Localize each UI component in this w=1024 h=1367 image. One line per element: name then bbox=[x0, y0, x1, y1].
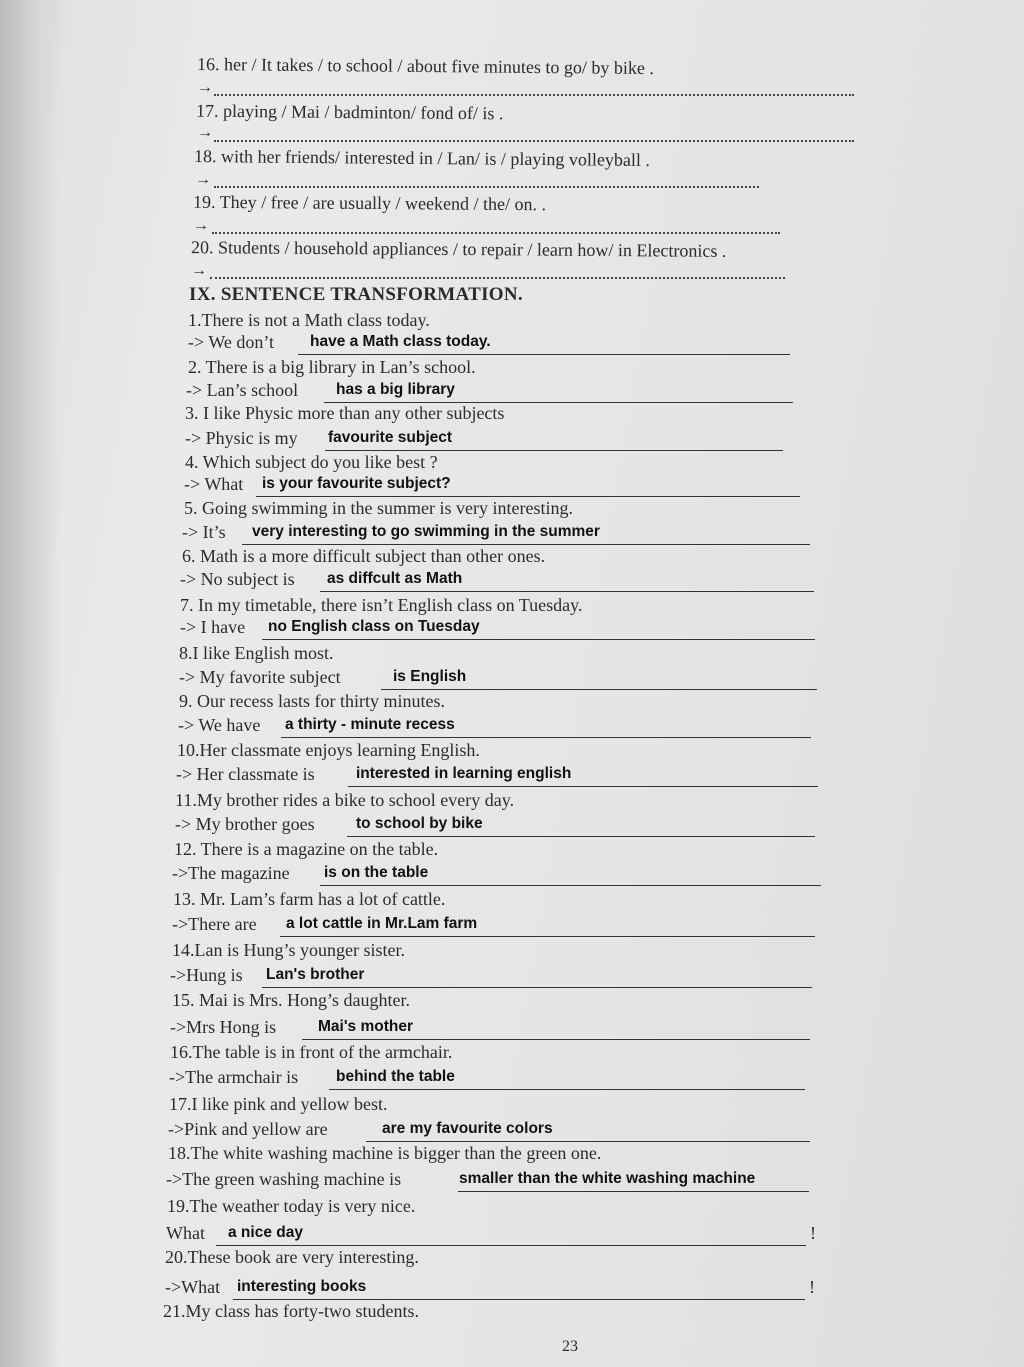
item-11-answer-row bbox=[175, 813, 815, 837]
item-5-answer: very interesting to go swimming in the summer bbox=[252, 523, 600, 540]
item-4-answer: is your favourite subject? bbox=[262, 475, 451, 492]
item-10-prompt: -> Her classmate is bbox=[176, 764, 315, 784]
item-2-answer: has a big library bbox=[336, 381, 455, 398]
item-19-exclamation: ! bbox=[810, 1223, 816, 1243]
item-8-answer-row bbox=[179, 666, 817, 690]
item-8-answer-line[interactable] bbox=[381, 689, 817, 690]
item-13-answer: a lot cattle in Mr.Lam farm bbox=[286, 915, 478, 932]
item-3-question: 3. I like Physic more than any other subjects bbox=[185, 403, 505, 423]
item-10-answer-line[interactable] bbox=[348, 786, 818, 787]
item-7-prompt: -> I have bbox=[180, 617, 246, 637]
reorder-17-answer-line[interactable] bbox=[214, 140, 854, 142]
item-14-question: 14.Lan is Hung’s younger sister. bbox=[172, 940, 405, 960]
item-1-answer-line[interactable] bbox=[298, 354, 790, 355]
item-18-answer-row bbox=[166, 1168, 809, 1192]
arrow-icon: → bbox=[193, 217, 209, 234]
item-15-answer: Mai's mother bbox=[318, 1018, 413, 1035]
item-18-answer: smaller than the white washing machine bbox=[459, 1170, 756, 1187]
item-18-prompt: ->The green washing machine is bbox=[166, 1169, 402, 1189]
arrow-icon: → bbox=[191, 262, 207, 279]
item-10-answer: interested in learning english bbox=[356, 765, 572, 782]
item-6-answer: as diffcult as Math bbox=[327, 570, 463, 587]
item-5-answer-row bbox=[182, 521, 810, 545]
item-3-answer-row bbox=[185, 427, 783, 451]
item-1-question: 1.There is not a Math class today. bbox=[188, 310, 430, 330]
item-9-prompt: -> We have bbox=[178, 715, 261, 735]
item-7-question: 7. In my timetable, there isn’t English class on Tuesday. bbox=[180, 595, 583, 615]
arrow-icon: → bbox=[197, 124, 213, 141]
reorder-16-answer-line[interactable] bbox=[214, 94, 854, 96]
reorder-19-text: 19. They / free / are usually / weekend / the/ on. . bbox=[192, 191, 547, 215]
item-1-answer-row bbox=[188, 331, 790, 355]
item-16-answer: behind the table bbox=[336, 1068, 455, 1085]
item-18-question: 18.The white washing machine is bigger than the green one. bbox=[168, 1143, 602, 1163]
reorder-17-text: 17. playing / Mai / badminton/ fond of/ is . bbox=[195, 100, 504, 124]
item-16-prompt: ->The armchair is bbox=[169, 1067, 299, 1087]
item-15-prompt: ->Mrs Hong is bbox=[170, 1017, 277, 1037]
reorder-20-text: 20. Students / household appliances / to repair / learn how/ in Electronics . bbox=[190, 237, 727, 261]
item-19-prompt: What bbox=[166, 1223, 205, 1243]
item-21-question: 21.My class has forty-two students. bbox=[163, 1301, 419, 1321]
item-20-exclamation: ! bbox=[809, 1277, 815, 1297]
item-8-question: 8.I like English most. bbox=[179, 643, 334, 663]
item-14-answer-row bbox=[170, 964, 812, 988]
item-19-question: 19.The weather today is very nice. bbox=[167, 1196, 416, 1216]
item-13-answer-line[interactable] bbox=[280, 936, 815, 937]
item-1-prompt: -> We don’t bbox=[188, 332, 275, 352]
item-4-answer-row bbox=[184, 473, 800, 497]
item-20-answer-row bbox=[165, 1276, 817, 1300]
item-9-answer: a thirty - minute recess bbox=[285, 716, 455, 733]
item-7-answer: no English class on Tuesday bbox=[268, 618, 480, 635]
item-16-answer-line[interactable] bbox=[329, 1089, 805, 1090]
arrow-icon: → bbox=[197, 79, 213, 96]
reorder-18-text: 18. with her friends/ interested in / Lan/ is / playing volleyball . bbox=[193, 146, 650, 170]
item-20-prompt: ->What bbox=[165, 1277, 221, 1297]
item-11-question: 11.My brother rides a bike to school every day. bbox=[175, 790, 515, 810]
item-6-answer-line[interactable] bbox=[320, 591, 814, 592]
item-8-answer: is English bbox=[393, 668, 467, 685]
item-6-question: 6. Math is a more difficult subject than other ones. bbox=[182, 546, 546, 566]
item-13-question: 13. Mr. Lam’s farm has a lot of cattle. bbox=[173, 889, 446, 909]
item-12-answer: is on the table bbox=[324, 864, 429, 881]
item-20-question: 20.These book are very interesting. bbox=[165, 1247, 419, 1267]
item-14-answer: Lan's brother bbox=[266, 966, 365, 983]
item-17-answer-row bbox=[168, 1118, 810, 1142]
item-3-answer: favourite subject bbox=[328, 429, 453, 446]
item-6-answer-row bbox=[180, 568, 814, 592]
item-1-answer: have a Math class today. bbox=[310, 333, 491, 350]
item-5-question: 5. Going swimming in the summer is very interesting. bbox=[184, 498, 573, 518]
item-5-prompt: -> It’s bbox=[182, 522, 226, 542]
item-14-prompt: ->Hung is bbox=[170, 965, 243, 985]
page-number: 23 bbox=[562, 1338, 578, 1355]
arrow-icon: → bbox=[195, 171, 211, 188]
item-16-answer-row bbox=[169, 1066, 805, 1090]
item-17-question: 17.I like pink and yellow best. bbox=[169, 1094, 388, 1114]
item-18-answer-line[interactable] bbox=[458, 1191, 809, 1192]
item-4-question: 4. Which subject do you like best ? bbox=[185, 452, 438, 472]
item-9-answer-line[interactable] bbox=[281, 737, 811, 738]
item-10-question: 10.Her classmate enjoys learning English. bbox=[177, 740, 480, 760]
item-15-answer-row bbox=[170, 1016, 810, 1040]
item-19-answer-row bbox=[166, 1222, 818, 1246]
item-11-prompt: -> My brother goes bbox=[175, 814, 315, 834]
item-2-prompt: -> Lan’s school bbox=[186, 380, 299, 400]
item-11-answer-line[interactable] bbox=[347, 836, 815, 837]
reorder-16-text: 16. her / It takes / to school / about five minutes to go/ by bike . bbox=[196, 54, 655, 78]
item-8-prompt: -> My favorite subject bbox=[179, 667, 341, 687]
reorder-20-answer-line[interactable] bbox=[210, 277, 785, 279]
item-17-prompt: ->Pink and yellow are bbox=[168, 1119, 328, 1139]
item-15-question: 15. Mai is Mrs. Hong’s daughter. bbox=[172, 990, 410, 1010]
item-14-answer-line[interactable] bbox=[262, 987, 812, 988]
item-19-answer: a nice day bbox=[228, 1224, 303, 1241]
item-9-question: 9. Our recess lasts for thirty minutes. bbox=[179, 691, 445, 711]
item-12-answer-row bbox=[172, 862, 821, 886]
section-title: IX. SENTENCE TRANSFORMATION. bbox=[189, 284, 523, 305]
item-17-answer: are my favourite colors bbox=[382, 1120, 553, 1137]
item-20-answer: interesting books bbox=[237, 1278, 367, 1295]
item-2-question: 2. There is a big library in Lan’s school. bbox=[188, 357, 476, 377]
page-binding-edge bbox=[0, 0, 60, 1367]
item-13-prompt: ->There are bbox=[172, 914, 257, 934]
item-10-answer-row bbox=[176, 763, 818, 787]
reorder-18-answer-line[interactable] bbox=[214, 186, 759, 188]
item-6-prompt: -> No subject is bbox=[180, 569, 295, 589]
item-12-question: 12. There is a magazine on the table. bbox=[174, 839, 439, 859]
item-12-prompt: ->The magazine bbox=[172, 863, 290, 883]
item-13-answer-row bbox=[172, 913, 815, 937]
item-9-answer-row bbox=[178, 714, 811, 738]
item-15-answer-line[interactable] bbox=[302, 1039, 810, 1040]
reorder-19-answer-line[interactable] bbox=[212, 232, 780, 234]
item-2-answer-row bbox=[186, 379, 793, 403]
item-12-answer-line[interactable] bbox=[320, 885, 821, 886]
item-7-answer-row bbox=[180, 616, 815, 640]
item-11-answer: to school by bike bbox=[356, 815, 483, 832]
item-7-answer-line[interactable] bbox=[262, 639, 815, 640]
item-4-prompt: -> What bbox=[184, 474, 244, 494]
item-3-prompt: -> Physic is my bbox=[185, 428, 298, 448]
item-16-question: 16.The table is in front of the armchair. bbox=[170, 1042, 453, 1062]
